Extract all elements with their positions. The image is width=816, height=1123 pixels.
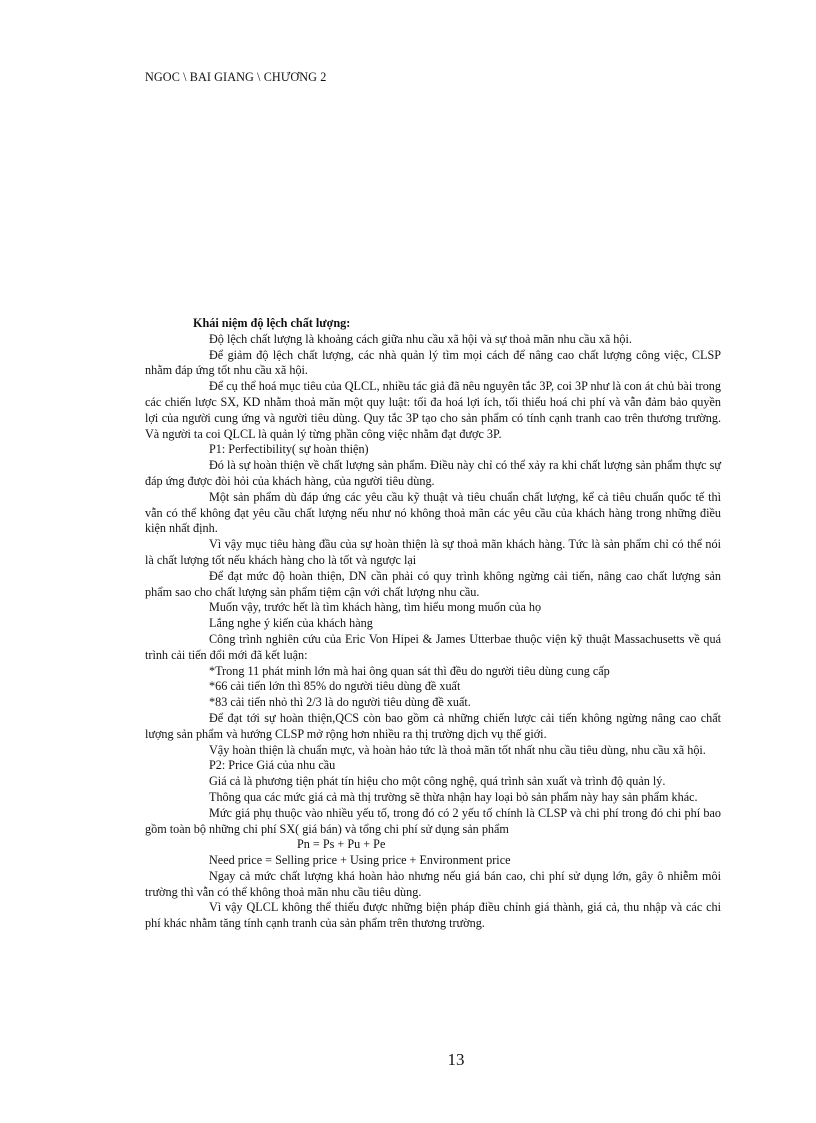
section-title: Khái niệm độ lệch chất lượng: [193, 316, 351, 330]
paragraph: Để đạt mức độ hoàn thiện, DN cần phải có quy trình không ngừng cải tiến, nâng cao chất lượng sản phẩm sao cho chất lượng sản phẩm tiệm cận với chất lượng nhu cầu. [145, 568, 721, 599]
document-body [145, 316, 721, 932]
paragraph: Mức giá phụ thuộc vào nhiều yếu tố, trong đó có 2 yếu tố chính là CLSP và chi phí trong đó chi phí bao gồm toàn bộ những chi phí SX( giá bán) và tổng chi phí sử dụng sản phẩm [145, 805, 721, 836]
paragraph: Thông qua các mức giá cả mà thị trường sẽ thừa nhận hay loại bỏ sản phẩm này hay sản phẩm khác. [209, 789, 698, 804]
paragraph: Giá cả là phương tiện phát tín hiệu cho một công nghệ, quá trình sản xuất và trình độ quản lý. [209, 774, 666, 789]
paragraph: Vậy hoàn thiện là chuẩn mực, và hoàn hảo tức là thoả mãn tốt nhất nhu cầu tiêu dùng, nhu cầu xã hội. [209, 742, 706, 757]
paragraph: P1: Perfectibility( sự hoàn thiện) [209, 442, 369, 457]
paragraph: Để cụ thể hoá mục tiêu của QLCL, nhiều tác giả đã nêu nguyên tắc 3P, coi 3P như là con át chủ bài trong các chiến lược SX, KD nhằm thoả mãn một quy luật: tối đa hoá lợi ích, tối thiểu hoá chi phí và vẫn đảm bảo quyền lợi của người cung ứng và người tiêu dùng. Quy tắc 3P tạo cho sản phẩm có tính cạnh tranh cao trên thương trường. Và người ta coi QLCL là quản lý từng phần công việc nhằm đạt được 3P. [145, 379, 721, 441]
paragraph: Đó là sự hoàn thiện về chất lượng sản phẩm. Điều này chỉ có thể xảy ra khi chất lượng sản phẩm thực sự đáp ứng được đòi hỏi của khách hàng, của người tiêu dùng. [145, 458, 721, 488]
paragraph: Need price = Selling price + Using price + Environment price [209, 853, 511, 868]
paragraph: Độ lệch chất lượng là khoảng cách giữa nhu cầu xã hội và sự thoả mãn nhu cầu xã hội. [209, 331, 632, 346]
paragraph: Công trình nghiên cứu của Eric Von Hipei & James Utterbae thuộc viện kỹ thuật Massachusetts về quá trình cải tiến đổi mới đã kết luận: [145, 631, 721, 662]
paragraph: Muốn vậy, trước hết là tìm khách hàng, tìm hiểu mong muốn của họ [209, 600, 542, 615]
paragraph: Vì vậy mục tiêu hàng đầu của sự hoàn thiện là sự thoả mãn khách hàng. Tức là sản phẩm chỉ có thể nói là chất lượng tốt nếu khách hàng cho là tốt và ngược lại [145, 537, 721, 567]
paragraph: Để giảm độ lệch chất lượng, các nhà quản lý tìm mọi cách để nâng cao chất lượng công việc, CLSP nhằm đáp ứng tốt nhu cầu xã hội. [145, 347, 721, 378]
paragraph: Lắng nghe ý kiến của khách hàng [209, 616, 373, 631]
paragraph: Để đạt tới sự hoàn thiện,QCS còn bao gồm cả những chiến lược cải tiến không ngừng nâng cao chất lượng sản phẩm và hướng CLSP mở rộng hơn nhiều ra thị trường dịch vụ thế giới. [145, 710, 721, 741]
paragraph: *Trong 11 phát minh lớn mà hai ông quan sát thì đều do người tiêu dùng cung cấp [209, 663, 610, 678]
paragraph: P2: Price Giá của nhu cầu [209, 758, 336, 773]
paragraph: *83 cải tiến nhỏ thì 2/3 là do người tiêu dùng đề xuất. [209, 695, 471, 710]
paragraph: Ngay cả mức chất lượng khá hoàn hảo nhưng nếu giá bán cao, chi phí sử dụng lớn, gây ô nhiễm môi trường thì vẫn có thể không thoả mãn nhu cầu tiêu dùng. [145, 868, 721, 899]
paragraph: Vì vậy QLCL không thể thiếu được những biện pháp điều chỉnh giá thành, giá cả, thu nhập và các chi phí khác nhằm tăng tính cạnh tranh của sản phẩm trên thương trường. [145, 900, 721, 931]
paragraph: *66 cải tiến lớn thì 85% do người tiêu dùng đề xuất [209, 679, 461, 694]
page-header: NGOC \ BAI GIANG \ CHƯƠNG 2 [145, 70, 327, 84]
page-number: 13 [447, 1050, 465, 1069]
paragraph: Một sản phẩm dù đáp ứng các yêu cầu kỹ thuật và tiêu chuẩn chất lượng, kể cả tiêu chuẩn quốc tế thì vẫn có thể không đạt yêu cầu chất lượng nếu như nó không thoả mãn các yêu cầu của khách hàng trong những điều kiện nhất định. [145, 489, 721, 536]
price-formula: Pn = Ps + Pu + Pe [297, 837, 386, 852]
